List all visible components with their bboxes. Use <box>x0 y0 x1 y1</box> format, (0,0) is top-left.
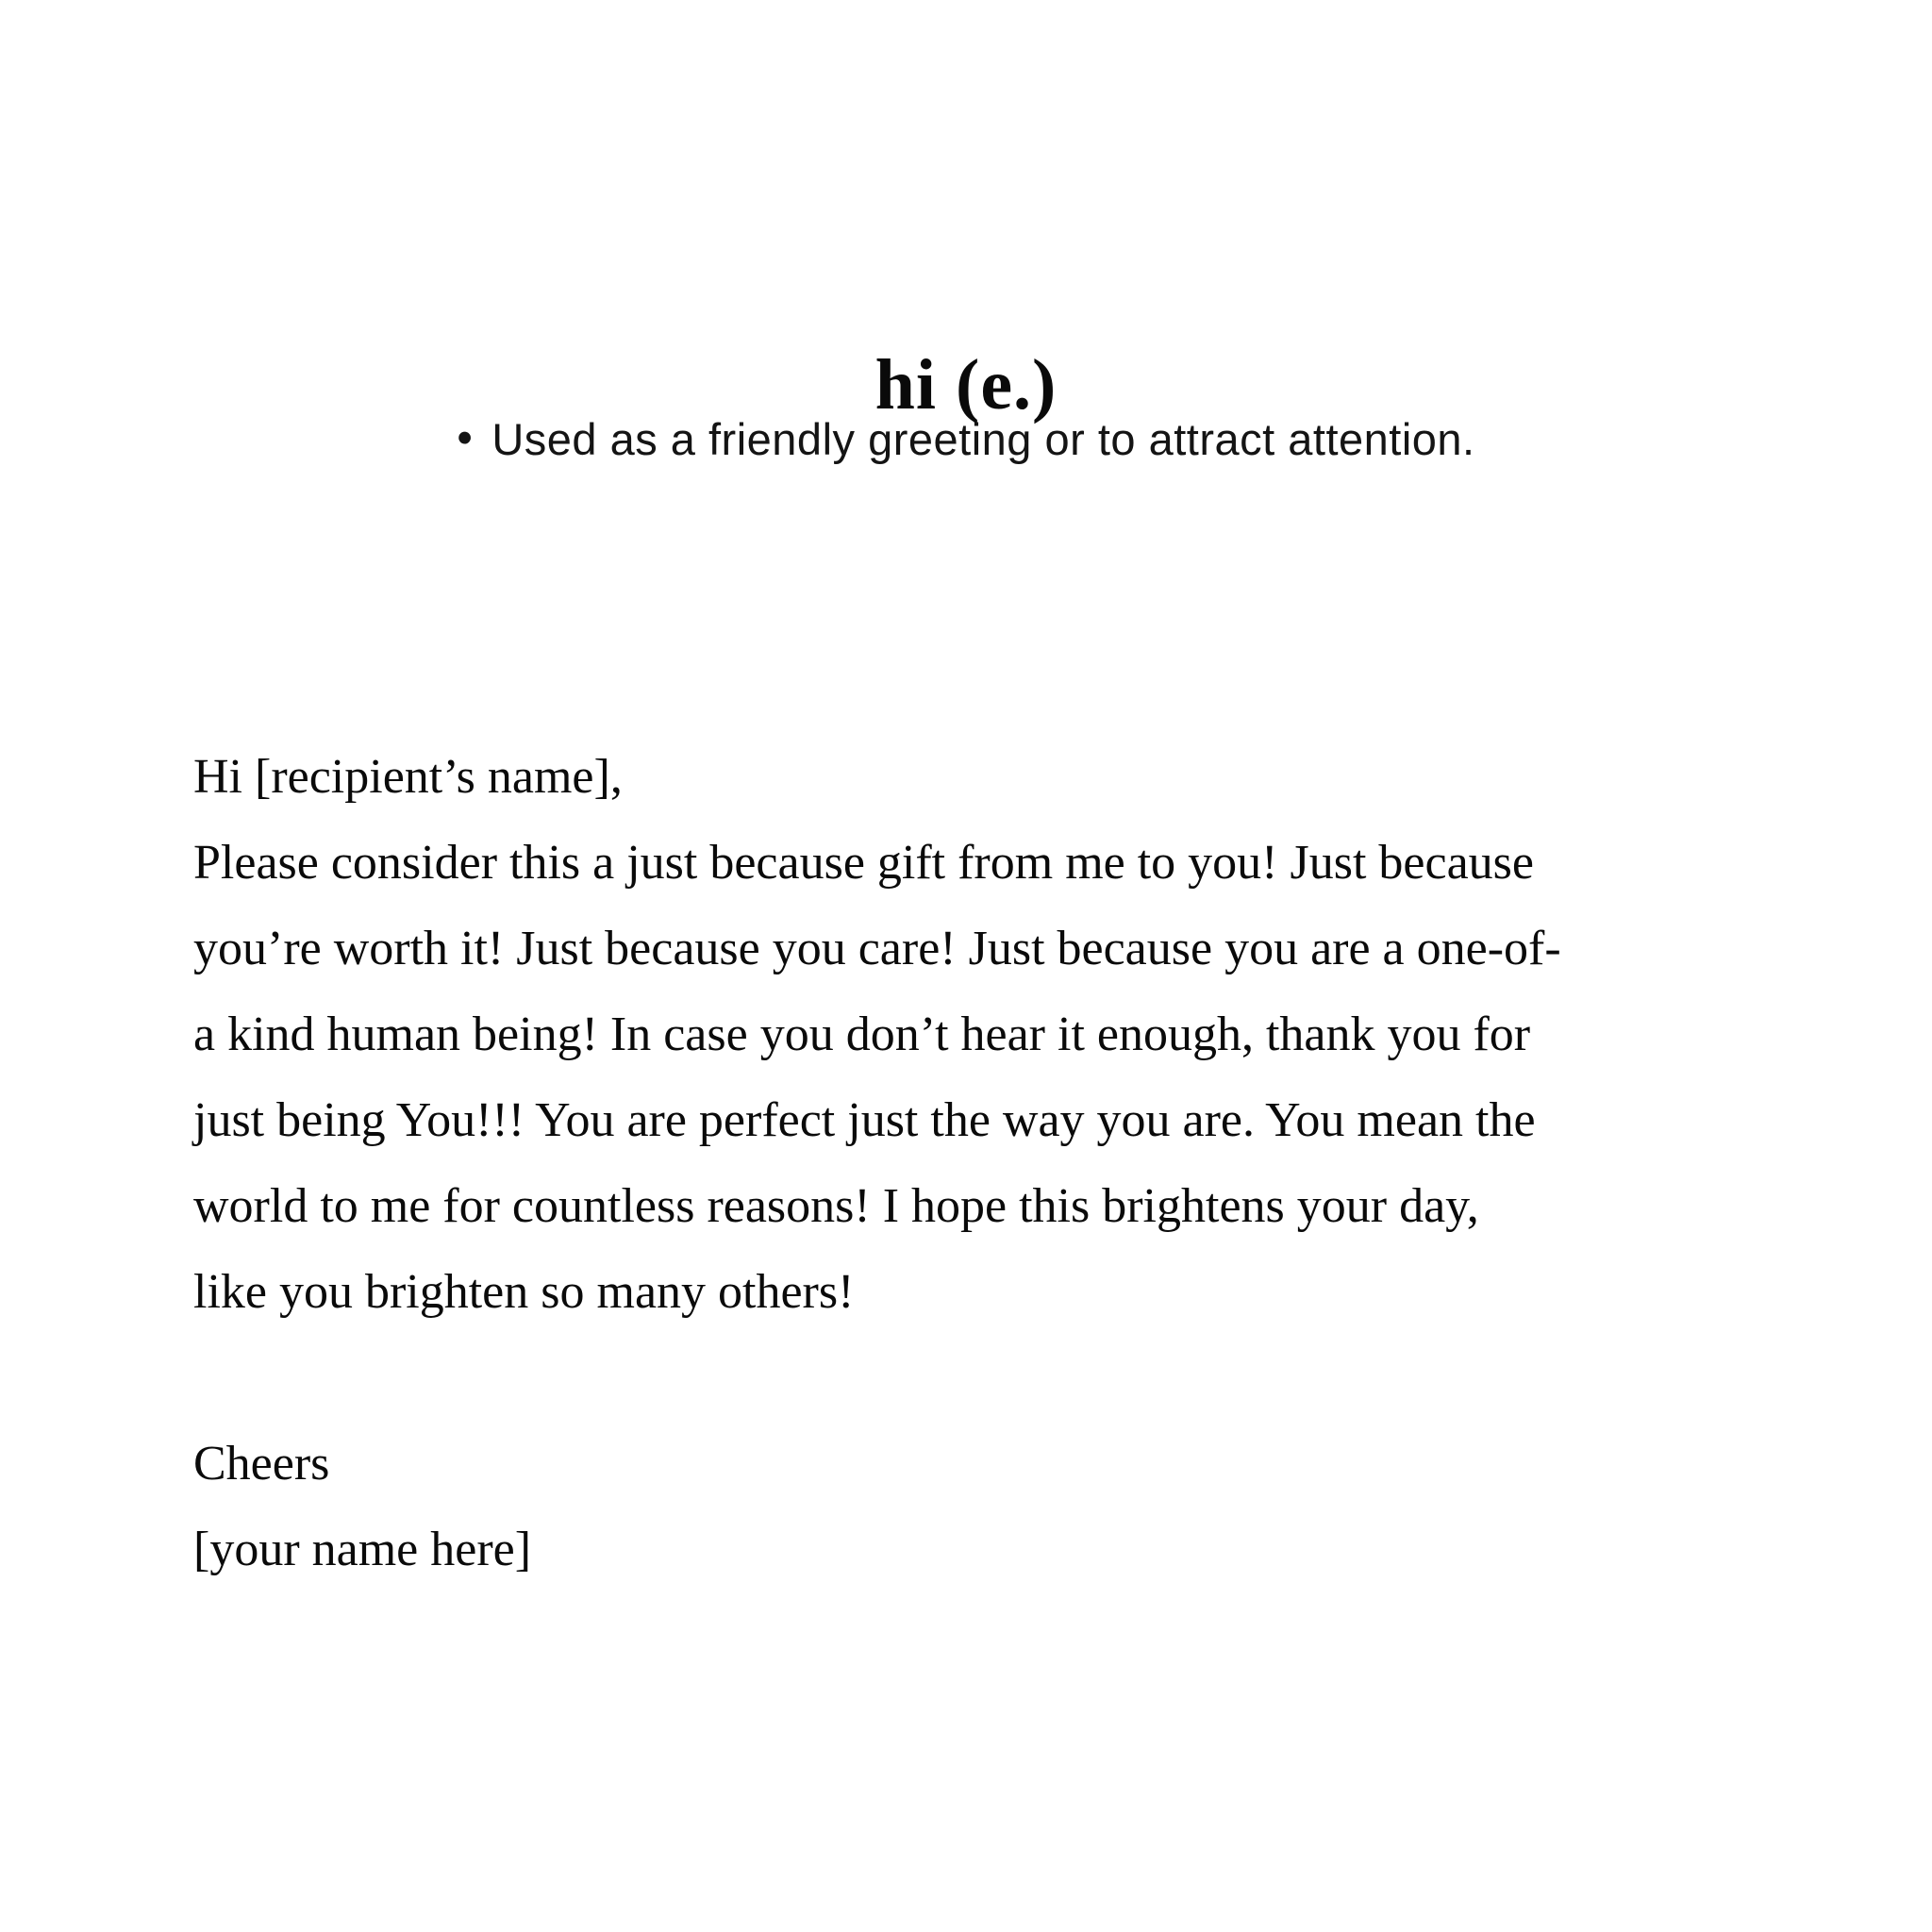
letter-line: Please consider this a just because gift from me to you! Just because <box>193 836 1534 890</box>
letter-signature: [your name here] <box>193 1523 532 1576</box>
letter-body <box>193 734 1816 1592</box>
letter-greeting-line: Hi [recipient’s name], <box>193 750 623 804</box>
letter-blank-line <box>193 1335 1816 1421</box>
definition-bullet-line <box>0 408 1932 471</box>
bullet-icon: • <box>457 412 474 462</box>
letter-signoff: Cheers <box>193 1437 330 1491</box>
page-title: hi (e.) <box>874 344 1058 425</box>
letter-line: world to me for countless reasons! I hope this brightens your day, <box>193 1179 1479 1233</box>
letter-line: just being You!!! You are perfect just the way you are. You mean the <box>193 1093 1536 1147</box>
letter-line: a kind human being! In case you don’t hear it enough, thank you for <box>193 1008 1531 1061</box>
definition-text: Used as a friendly greeting or to attract attention. <box>491 414 1475 464</box>
letter-line: you’re worth it! Just because you care! Just because you are a one-of- <box>193 922 1561 975</box>
letter-line: like you brighten so many others! <box>193 1265 855 1319</box>
